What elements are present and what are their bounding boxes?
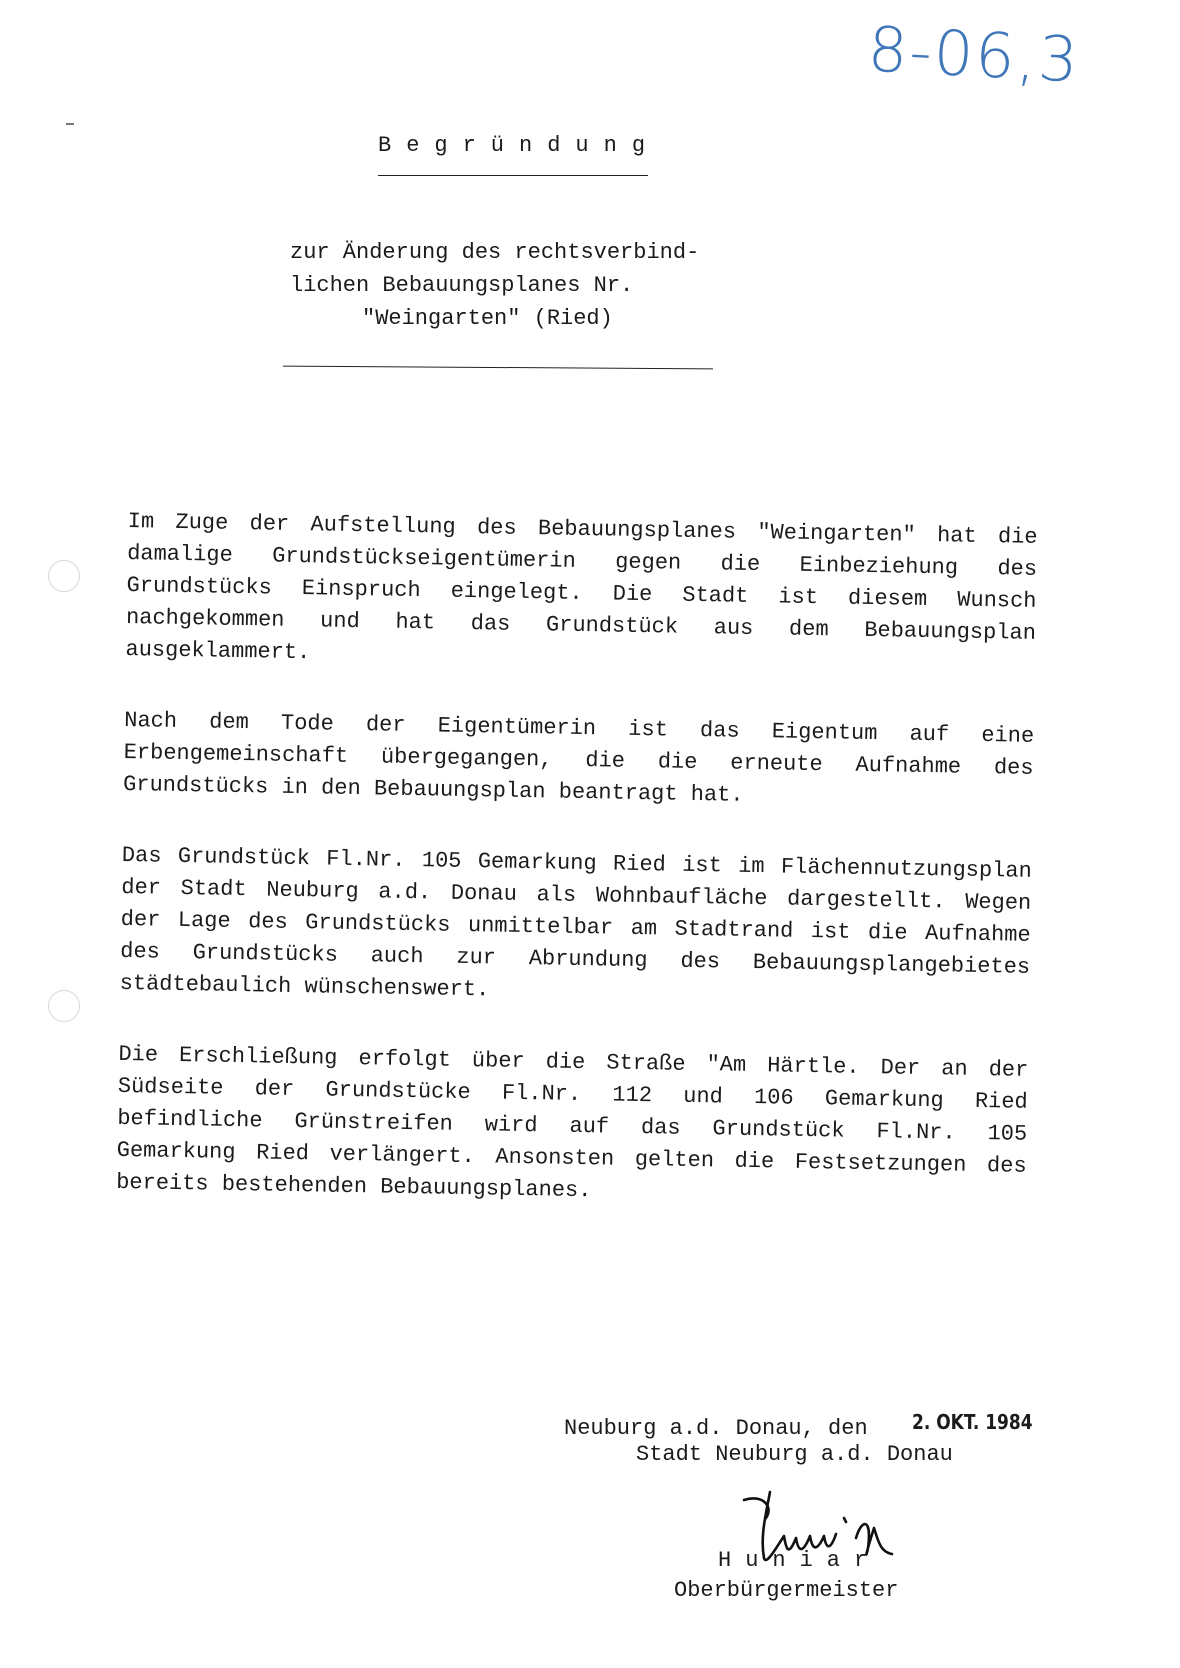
- margin-mark: [66, 123, 74, 125]
- title-underline: [378, 175, 648, 176]
- subtitle-rule: [283, 366, 713, 370]
- document-title: Begründung: [378, 133, 661, 158]
- body-text: [115, 506, 1038, 1254]
- paragraph: Im Zuge der Aufstellung des Bebauungsplanes "Weingarten" hat die damalige Grundstückseigentümerin gegen die Einbeziehung des Grundstücks Einspruch eingelegt. Die Stadt ist diesem Wunsch nachgekommen und hat das Grundstück aus dem Bebauungsplan ausgeklammert.: [125, 508, 1038, 666]
- subtitle-line: lichen Bebauungsplanes Nr.: [290, 273, 634, 298]
- signer-title: Oberbürgermeister: [674, 1578, 899, 1603]
- paragraph: Die Erschließung erfolgt über die Straße "Am Härtle. Der an der Südseite der Grundstücke Fl.Nr. 112 und 106 Gemarkung Ried befindliche Grünstreifen wird auf das Grundstück Fl.Nr. 105 Gemarkung Ried verlängert. Ansonsten gelten die Festsetzungen des bereits bestehenden Bebauungsplanes.: [115, 1041, 1029, 1204]
- authority-line: Stadt Neuburg a.d. Donau: [636, 1442, 953, 1467]
- signer-name: Huniar: [718, 1548, 882, 1573]
- subtitle-line: "Weingarten" (Ried): [362, 306, 613, 331]
- punch-hole: [48, 990, 80, 1022]
- punch-hole: [48, 560, 80, 592]
- document-subtitle: [290, 236, 699, 335]
- place-line: Neuburg a.d. Donau, den: [564, 1416, 868, 1441]
- paragraph: Nach dem Tode der Eigentümerin ist das Eigentum auf eine Erbengemeinschaft übergegangen, die die erneute Aufnahme des Grundstücks in den Bebauungsplan beantragt hat.: [122, 707, 1035, 808]
- archive-number: 8-06,3: [866, 12, 1082, 97]
- paragraph: Das Grundstück Fl.Nr. 105 Gemarkung Ried ist im Flächennutzungsplan der Stadt Neuburg a.d. Donau als Wohnbaufläche dargestellt. Wegen der Lage des Grundstücks unmittelbar am Stadtrand ist die Aufnahme des Grundstücks auch zur Abrundung des Bebauungsplangebietes städtebaulich wünschenswert.: [119, 842, 1032, 1003]
- date-stamp: 2. OKT. 1984: [912, 1410, 1033, 1434]
- subtitle-line: zur Änderung des rechtsverbind-: [290, 240, 700, 265]
